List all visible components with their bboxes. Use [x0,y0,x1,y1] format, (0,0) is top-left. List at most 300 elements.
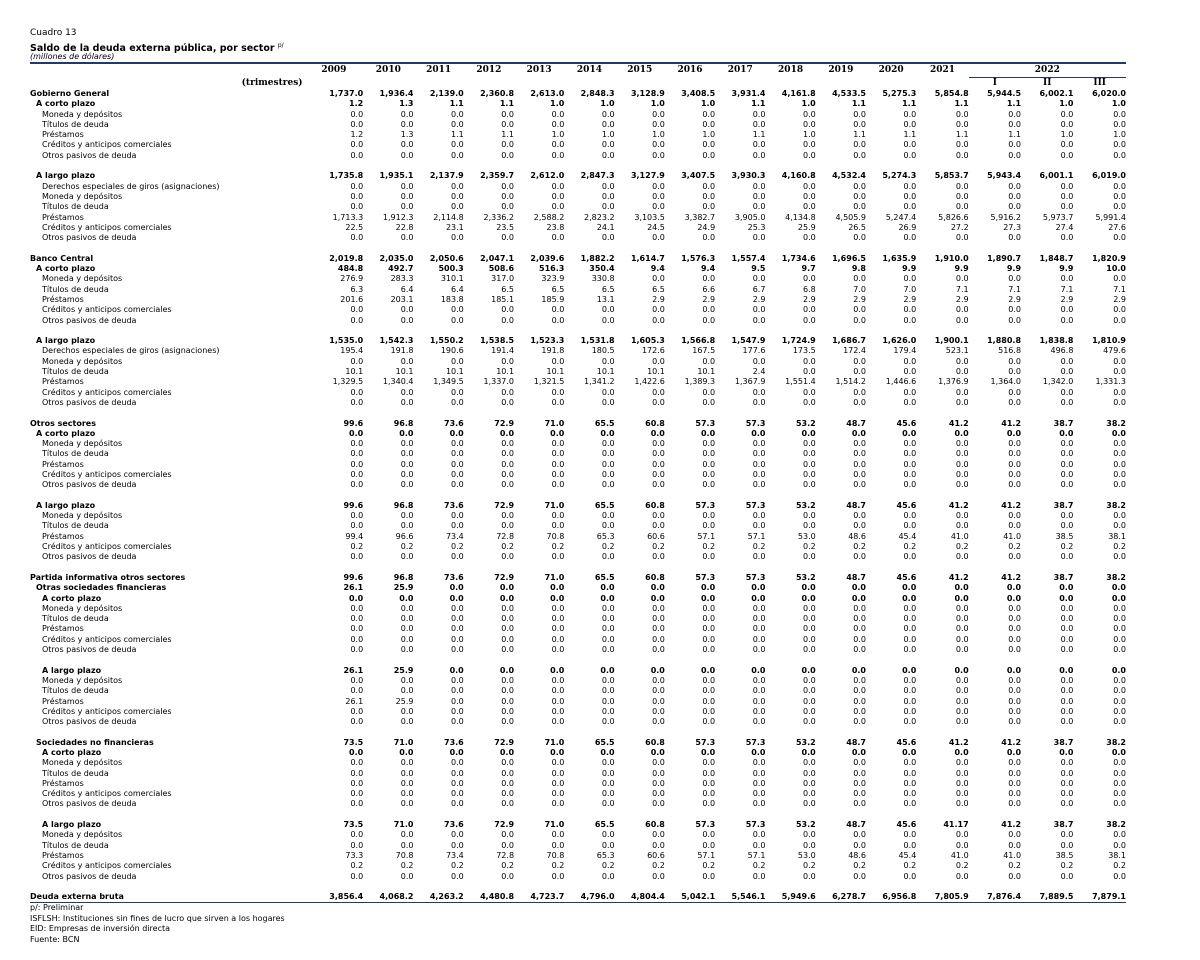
value-cell: 0.0 [350,521,364,531]
value-cell: 6,956.8 [882,892,917,902]
value-cell: 0.0 [400,624,414,634]
value-cell: 0.0 [1111,748,1126,757]
row-label: Otros pasivos de deuda [42,645,137,655]
value-cell: 6,002.1 [1039,89,1074,98]
value-cell: 0.0 [853,356,866,366]
value-cell: 1.1 [1008,130,1022,140]
value-cell: 1,626.0 [882,336,917,346]
table-row [30,357,1126,367]
value-cell: 0.0 [601,181,615,191]
value-cell: 0.0 [399,593,414,603]
value-cell: 191.4 [491,346,515,356]
value-cell: 5,247.4 [885,212,917,222]
value-cell: 0.0 [451,181,464,191]
value-cell: 0.0 [501,696,515,706]
value-cell: 0.0 [551,840,565,850]
value-cell: 0.0 [451,449,464,459]
value-cell: 4,160.8 [781,171,816,181]
value-cell: 0.0 [700,665,716,675]
value-cell: 3,127.9 [630,171,665,181]
value-cell: 0.0 [551,758,565,768]
value-cell: 0.0 [501,315,515,325]
value-cell: 0.0 [400,480,414,490]
value-cell: 0.0 [400,511,414,521]
value-cell: 5,944.5 [987,89,1022,98]
value-cell: 45.6 [896,572,917,582]
value-cell: 6.6 [702,284,716,294]
value-cell: 0.0 [802,315,816,325]
value-cell: 0.0 [451,140,464,150]
value-cell: 0.0 [652,675,665,685]
value-cell: 0.0 [652,469,665,479]
value-cell: 0.0 [551,706,565,716]
value-cell: 0.0 [400,233,414,243]
value-cell: 10.1 [345,367,364,377]
value-cell: 57.1 [697,531,716,541]
value-cell: 496.8 [1050,346,1074,356]
value-cell: 0.0 [752,397,766,407]
value-cell: 0.0 [499,583,515,593]
value-cell: 0.0 [601,511,615,521]
value-cell: 0.0 [1060,181,1074,191]
value-cell: 26.1 [343,665,364,675]
value-cell: 0.0 [1059,593,1074,603]
value-cell: 0.0 [1113,150,1126,160]
value-cell: 0.0 [400,840,414,850]
table-row [30,748,1126,758]
value-cell: 0.0 [702,603,716,613]
value-cell: 41.2 [1001,572,1022,582]
value-cell: 27.3 [1003,222,1022,232]
value-cell: 0.0 [551,675,565,685]
value-cell: 57.3 [695,572,716,582]
value-cell: 0.0 [1008,603,1022,613]
value-cell: 0.0 [903,305,917,315]
value-cell: 0.0 [449,748,464,757]
value-cell: 1,686.7 [832,336,866,346]
value-cell: 0.2 [802,861,816,871]
value-cell: 72.9 [494,418,515,428]
value-cell: 48.7 [846,572,866,582]
value-cell: 0.0 [955,274,969,284]
value-cell: 0.0 [601,397,615,407]
table-row [30,171,1126,181]
value-cell: 0.0 [400,675,414,685]
value-cell: 0.0 [802,686,816,696]
value-cell: 65.5 [594,737,615,747]
value-cell: 0.0 [601,778,615,788]
value-cell: 0.0 [903,634,917,644]
value-cell: 1,329.5 [332,377,364,387]
value-cell: 0.0 [601,686,615,696]
value-cell: 70.8 [546,850,565,860]
value-cell: 41.0 [950,850,969,860]
value-cell: 0.0 [802,181,816,191]
value-cell: 2.9 [802,294,816,304]
value-cell: 0.0 [400,830,414,840]
value-cell: 0.0 [702,778,716,788]
value-cell: 0.0 [1113,233,1126,243]
value-cell: 1,514.2 [835,377,866,387]
value-cell: 0.0 [1008,706,1022,716]
value-cell: 0.0 [802,789,816,799]
value-cell: 0.0 [954,665,969,675]
table-row [30,614,1126,624]
value-cell: 0.0 [501,150,515,160]
value-cell: 0.0 [802,274,816,284]
value-cell: 0.0 [652,119,665,129]
value-cell: 0.0 [652,686,665,696]
total-row [30,892,1126,902]
value-cell: 0.0 [1008,274,1022,284]
value-cell: 6,278.7 [832,892,866,902]
value-cell: 0.0 [551,717,565,727]
value-cell: 0.0 [350,315,364,325]
value-cell: 57.3 [695,737,716,747]
value-cell: 0.0 [652,439,665,449]
value-cell: 38.7 [1053,418,1074,428]
value-cell: 0.0 [802,459,816,469]
value-cell: 0.0 [954,428,969,438]
value-cell: 0.2 [350,861,364,871]
table-row [30,738,1126,748]
value-cell: 3,103.5 [634,212,665,222]
value-cell: 57.3 [695,418,716,428]
value-cell: 1,912.3 [382,212,414,222]
spacer-cell [30,161,1126,171]
value-cell: 0.0 [1008,119,1022,129]
value-cell: 0.0 [451,696,464,706]
value-cell: 0.0 [601,871,615,881]
table-caption: Cuadro 13 [30,28,77,38]
value-cell: 2,039.6 [530,253,565,263]
value-cell: 0.0 [350,675,364,685]
value-cell: 0.0 [752,768,766,778]
value-cell: 0.0 [1113,871,1126,881]
value-cell: 0.0 [400,469,414,479]
row-label: Otros pasivos de deuda [42,315,137,325]
value-cell: 0.0 [1111,593,1126,603]
value-cell: 0.0 [903,789,917,799]
value-cell: 1,551.4 [785,377,816,387]
value-cell: 0.0 [853,315,866,325]
value-cell: 53.2 [795,820,816,830]
row-label: Préstamos [42,696,84,706]
value-cell: 0.0 [652,614,665,624]
value-cell: 0.0 [1008,799,1022,809]
value-cell: 73.3 [345,850,364,860]
value-cell: 0.0 [851,583,866,593]
value-cell: 0.0 [1113,109,1126,119]
value-cell: 0.2 [955,542,969,552]
value-cell: 0.0 [551,624,565,634]
value-cell: 25.9 [797,222,816,232]
value-cell: 0.0 [1008,871,1022,881]
value-cell: 0.0 [400,202,414,212]
value-cell: 70.8 [395,850,414,860]
value-cell: 0.0 [400,799,414,809]
spacer-row [30,161,1126,171]
value-cell: 60.6 [647,531,665,541]
value-cell: 13.1 [596,294,615,304]
value-cell: 0.0 [451,603,464,613]
row-label: Banco Central [30,253,94,263]
value-cell: 0.0 [702,109,716,119]
table-row [30,799,1126,809]
row-label: Títulos de deuda [42,840,109,850]
value-cell: 1.0 [700,99,716,109]
value-cell: 0.0 [1060,758,1074,768]
value-cell: 0.0 [652,315,665,325]
value-cell: 72.8 [496,850,515,860]
value-cell: 3,856.4 [329,892,364,902]
value-cell: 0.0 [1008,717,1022,727]
table-row [30,140,1126,150]
value-cell: 0.0 [1113,706,1126,716]
value-cell: 0.0 [700,593,716,603]
value-cell: 0.2 [853,861,866,871]
value-cell: 25.3 [747,222,766,232]
value-cell: 73.6 [444,820,464,830]
value-cell: 0.0 [451,356,464,366]
value-cell: 0.0 [802,119,816,129]
value-cell: 60.8 [645,737,665,747]
value-cell: 0.0 [955,758,969,768]
value-cell: 96.8 [393,500,414,510]
value-cell: 183.8 [440,294,464,304]
value-cell: 0.0 [903,119,917,129]
value-cell: 0.0 [700,428,716,438]
value-cell: 0.0 [551,552,565,562]
value-cell: 0.0 [1113,778,1126,788]
value-cell: 0.0 [652,511,665,521]
value-cell: 1,321.5 [533,377,565,387]
value-cell: 0.0 [702,871,716,881]
value-cell: 1,935.1 [379,171,414,181]
value-cell: 1.0 [1111,99,1126,109]
value-cell: 0.0 [551,459,565,469]
value-cell: 0.0 [853,675,866,685]
value-cell: 2,050.6 [429,253,464,263]
value-cell: 0.0 [1060,717,1074,727]
value-cell: 0.0 [601,614,615,624]
value-cell: 0.0 [601,356,615,366]
value-cell: 0.0 [1113,356,1126,366]
table-header [30,64,1126,89]
value-cell: 0.0 [955,367,969,377]
value-cell: 73.6 [444,500,464,510]
value-cell: 6,019.0 [1092,171,1126,181]
value-cell: 0.0 [1006,428,1022,438]
value-cell: 0.0 [601,109,615,119]
value-cell: 41.2 [1001,418,1022,428]
value-cell: 0.0 [1008,614,1022,624]
value-cell: 1.1 [1006,99,1022,109]
value-cell: 0.0 [551,202,565,212]
value-cell: 0.0 [601,202,615,212]
value-cell: 0.0 [853,686,866,696]
value-cell: 0.0 [853,181,866,191]
value-cell: 0.0 [702,645,716,655]
table-row [30,202,1126,212]
value-cell: 0.0 [1113,480,1126,490]
value-cell: 0.0 [600,593,615,603]
value-cell: 0.0 [499,593,515,603]
value-cell: 1,349.5 [433,377,464,387]
value-cell: 96.8 [393,572,414,582]
value-cell: 0.0 [601,521,615,531]
row-label: Moneda y depósitos [42,191,123,201]
value-cell: 0.0 [752,799,766,809]
value-cell: 0.0 [702,511,716,521]
value-cell: 0.0 [601,305,615,315]
value-cell: 276.9 [340,274,364,284]
value-cell: 9.4 [700,264,716,274]
value-cell: 0.0 [652,387,665,397]
value-cell: 0.0 [1008,367,1022,377]
value-cell: 0.0 [601,140,615,150]
row-label: A corto plazo [42,748,102,757]
value-cell: 2,047.1 [480,253,515,263]
value-cell: 0.0 [400,449,414,459]
value-cell: 0.0 [702,840,716,850]
value-cell: 0.0 [652,758,665,768]
value-cell: 0.0 [1060,603,1074,613]
value-cell: 0.0 [601,789,615,799]
value-cell: 0.0 [1008,552,1022,562]
value-cell: 1,342.0 [1042,377,1074,387]
value-cell: 0.0 [501,840,515,850]
value-cell: 24.9 [697,222,716,232]
footnote-isflsh: ISFLSH: Instituciones sin fines de lucro que sirven a los hogares [30,913,285,923]
value-cell: 1,910.0 [934,253,969,263]
value-cell: 0.0 [451,830,464,840]
value-cell: 0.0 [955,675,969,685]
value-cell: 0.0 [1113,397,1126,407]
value-cell: 201.6 [340,294,364,304]
value-cell: 0.0 [1060,480,1074,490]
value-cell: 7.0 [853,284,866,294]
value-cell: 0.0 [501,871,515,881]
value-cell: 57.3 [745,572,766,582]
value-cell: 0.0 [501,233,515,243]
value-cell: 0.0 [853,119,866,129]
value-cell: 71.0 [544,820,565,830]
value-cell: 0.0 [955,645,969,655]
stub-header-blank [30,64,305,78]
value-cell: 0.0 [802,233,816,243]
value-cell: 0.0 [1113,119,1126,129]
value-cell: 0.0 [853,614,866,624]
value-cell: 0.0 [400,603,414,613]
table-row [30,264,1126,274]
value-cell: 179.4 [893,346,917,356]
table-row [30,285,1126,295]
value-cell: 2.9 [1008,294,1022,304]
value-cell: 57.1 [747,531,766,541]
value-cell: 65.5 [594,500,615,510]
value-cell: 0.0 [551,449,565,459]
value-cell: 0.2 [955,861,969,871]
value-cell: 0.0 [652,552,665,562]
value-cell: 0.0 [1008,387,1022,397]
value-cell: 0.0 [702,634,716,644]
value-cell: 0.0 [1060,305,1074,315]
value-cell: 0.0 [853,624,866,634]
value-cell: 0.0 [752,521,766,531]
value-cell: 72.9 [494,737,515,747]
row-label: Otros pasivos de deuda [42,233,137,243]
row-label: Préstamos [42,850,84,860]
value-cell: 500.3 [438,264,464,274]
value-cell: 0.0 [802,469,816,479]
value-cell: 0.0 [752,449,766,459]
value-cell: 0.0 [702,706,716,716]
value-cell: 5,973.7 [1042,212,1074,222]
value-cell: 0.0 [550,583,565,593]
value-cell: 0.0 [702,624,716,634]
value-cell: 41.17 [943,820,969,830]
value-cell: 1.1 [853,130,866,140]
value-cell: 0.0 [903,356,917,366]
value-cell: 0.0 [551,686,565,696]
value-cell: 2,823.2 [584,212,615,222]
value-cell: 1,890.7 [987,253,1022,263]
value-cell: 0.0 [350,871,364,881]
value-cell: 0.2 [652,861,665,871]
value-cell: 57.3 [695,820,716,830]
value-cell: 41.2 [948,572,969,582]
value-cell: 72.8 [496,531,515,541]
value-cell: 38.2 [1106,418,1126,428]
value-cell: 0.0 [802,511,816,521]
value-cell: 0.0 [551,109,565,119]
value-cell: 0.0 [400,140,414,150]
value-cell: 41.2 [948,737,969,747]
value-cell: 0.0 [501,449,515,459]
value-cell: 0.0 [853,367,866,377]
value-cell: 0.0 [802,305,816,315]
value-cell: 0.0 [652,871,665,881]
value-cell: 0.0 [1008,439,1022,449]
value-cell: 0.0 [501,521,515,531]
value-cell: 0.0 [801,748,816,757]
value-cell: 0.0 [350,603,364,613]
spacer-row [30,491,1126,501]
value-cell: 0.0 [1008,109,1022,119]
spacer-cell [30,326,1126,336]
row-label: Moneda y depósitos [42,274,123,284]
value-cell: 0.0 [650,748,665,757]
value-cell: 0.0 [501,634,515,644]
value-cell: 0.0 [955,181,969,191]
value-cell: 0.0 [955,717,969,727]
spacer-cell [30,408,1126,418]
value-cell: 1.3 [399,99,414,109]
value-cell: 0.0 [350,778,364,788]
value-cell: 1,614.7 [630,253,665,263]
row-label: Derechos especiales de giros (asignaciones) [42,181,220,191]
value-cell: 9.7 [801,264,816,274]
value-cell: 1,376.9 [938,377,969,387]
table-row [30,789,1126,799]
value-cell: 4,532.4 [832,171,866,181]
table-row [30,666,1126,676]
row-label: Moneda y depósitos [42,675,123,685]
value-cell: 0.0 [551,614,565,624]
value-cell: 0.0 [400,356,414,366]
value-cell: 1,422.6 [634,377,665,387]
